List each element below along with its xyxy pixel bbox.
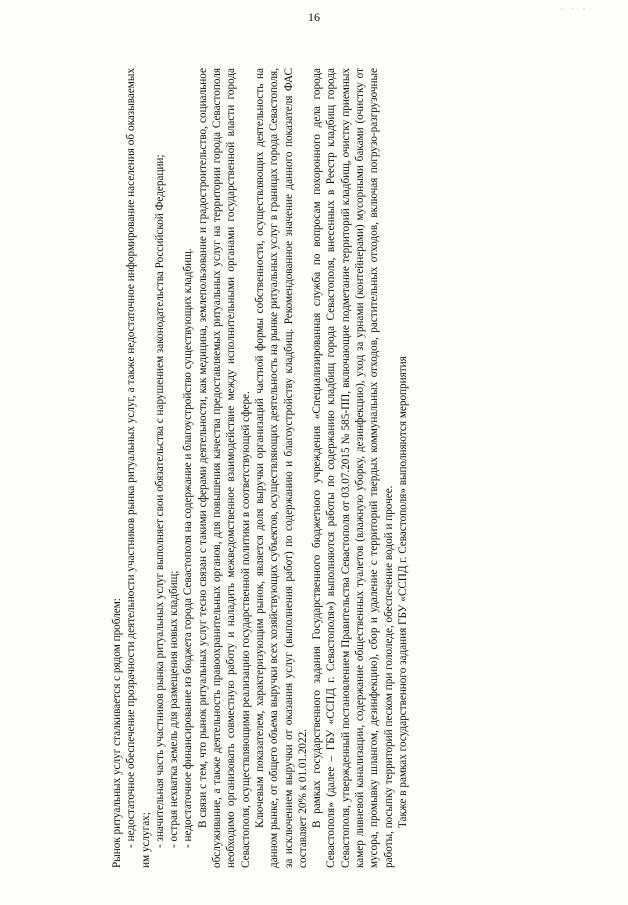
bullet-item: - недостаточное обеспечение прозрачности деятельности участников рынка ритуальных услуг, а также недостаточное информирование населения об оказываемых им услугах; <box>125 68 152 868</box>
bullet-item: - значительная часть участников рынка ритуальных услуг выполняет свои обязательства с нарушением законодательства Российской Федерации; <box>153 154 166 848</box>
paragraph: В связи с тем, что рынок ритуальных услуг тесно связан с такими сферами деятельности, как медицина, землепользование и градостроительство, социальное обслуживание, а также деятельность правоохранительных органов, для повышения качества предоставляемых ритуальных услуг на территории города Севастополя необходимо организовать совместную работу и наладить межведомственное взаимодействие между исполнительными органами государственной власти города Севастополя, осуществляющими реализацию государственной политики в соответствующей сфере. <box>196 68 252 868</box>
bullet-item: - недостаточное финансирование из бюджета города Севастополя на содержание и благоустройство существующих кладбищ. <box>182 248 195 848</box>
paragraph: В рамках государственного задания Государственного бюджетного учреждения «Специализированная служба по вопросам похоронного дела города Севастополя» (далее – ГБУ «ССПД г. Севастополя») выполняются работы по содержанию кладбищ города Севастополя, внесенных в Реестр кладбищ города Севастополя, утвержденный постановлением Правительства Севастополя от 03.07.2015 № 585-ПП, включающие подметание территорий кладбищ, очистку приемных камер ливневой канализации, содержание общественных туалетов (влажную уборку, дезинфекцию), уход за урнами (контейнерами) мусорными баками (очистку от мусора, промывку шлангом, дезинфекцию), сбор и удаление с территорий твердых коммунальных отходов, растительных отходов, включая погрузо-разгрузочные работы, посыпку территорий песком при гололеде, обеспечение водой и прочее. <box>311 68 395 868</box>
page-number: 16 <box>308 10 320 24</box>
scan-speck: · · · <box>560 4 589 14</box>
paragraph: Рынок ритуальных услуг сталкивается с рядом проблем: <box>111 598 123 868</box>
rotated-text-block <box>110 68 600 868</box>
bullet-item: - острая нехватка земель для размещения новых кладбищ; <box>168 570 181 848</box>
paragraph: Также в рамках государственного задания ГБУ «ССПД г. Севастополя» выполняются мероприятия <box>396 356 409 828</box>
paragraph: Ключевым показателем, характеризующим рынок, является доля выручки организаций частной формы собственности, осуществляющих деятельность на данном рынке, от общего объема выручки всех хозяйствующих субъектов, осуществляющих деятельность на рынке ритуальных услуг в границах города Севастополя, за исключением выручки от оказания услуг (выполнения работ) по содержанию и благоустройству кладбищ. Рекомендованное значение данного показателя ФАС составляет 20% к 01.01.2022. <box>253 68 309 868</box>
